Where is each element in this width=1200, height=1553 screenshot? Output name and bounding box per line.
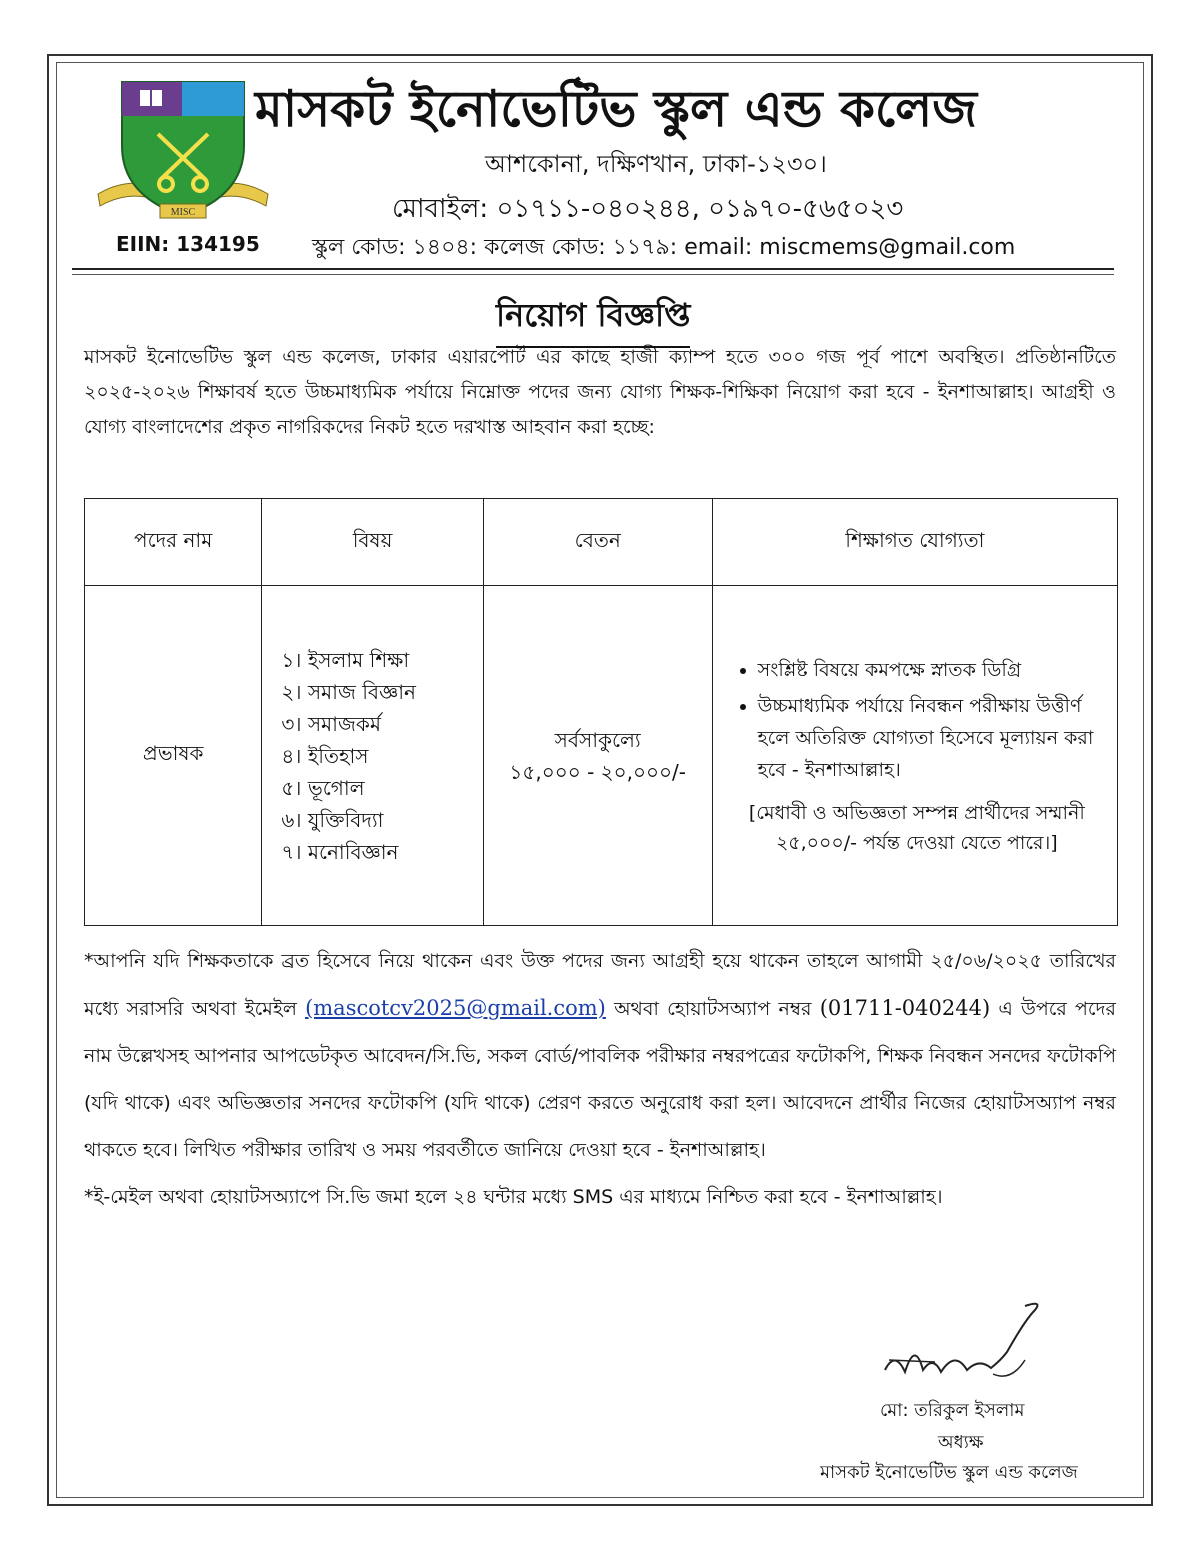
subject-cell: [262, 586, 483, 926]
eiin-number: EIIN: 134195: [116, 232, 260, 256]
signatory-title: অধ্যক্ষ: [938, 1432, 984, 1453]
notice-heading: নিয়োগ বিজ্ঞপ্তি: [496, 290, 690, 348]
list-item: • উচ্চমাধ্যমিক পর্যায়ে নিবন্ধন পরীক্ষায় উত্তীর্ণ হলে অতিরিক্ত যোগ্যতা হিসেবে মূল্যায়ন করা হবে - ইনশাআল্লাহ।: [758, 690, 1106, 786]
header-divider: [72, 268, 1114, 270]
vacancy-table: [84, 498, 1118, 926]
qualification-list: [714, 654, 1116, 786]
application-email-link[interactable]: (mascotcv2025@gmail.com): [305, 996, 606, 1020]
post-name: প্রভাষক: [85, 586, 262, 926]
list-item: ৬। যুক্তিবিদ্যা: [281, 807, 384, 832]
signatory-name: মো: তরিকুল ইসলাম: [880, 1400, 1025, 1421]
header-post-name: পদের নাম: [85, 499, 262, 586]
list-item: ৭। মনোবিজ্ঞান: [281, 839, 399, 864]
list-item: ২। সমাজ বিজ্ঞান: [281, 679, 416, 704]
school-name: মাসকট ইনোভেটিভ স্কুল এন্ড কলেজ: [255, 79, 978, 138]
list-item: • সংশ্লিষ্ট বিষয়ে কমপক্ষে স্নাতক ডিগ্রি: [758, 654, 1106, 686]
school-crest-logo: [88, 76, 278, 226]
salary-cell: [483, 586, 712, 926]
list-item: ৩। সমাজকর্ম: [281, 711, 381, 736]
list-item: ৫। ভূগোল: [281, 775, 365, 800]
sms-note: *ই-মেইল অথবা হোয়াটসঅ্যাপে সি.ভি জমা হলে ২৪ ঘন্টার মধ্যে SMS এর মাধ্যমে নিশ্চিত করা হবে - ইনশাআল্লাহ।: [84, 1186, 943, 1208]
salary-label: সর্বসাকুল্যে: [554, 727, 641, 752]
school-mobile: মোবাইল: ০১৭১১-০৪০২৪৪, ০১৯৭০-৫৬৫০২৩: [392, 194, 904, 224]
table-header-row: [85, 499, 1118, 586]
qualification-cell: [712, 586, 1117, 926]
header-salary: বেতন: [483, 499, 712, 586]
header-divider-thin: [72, 274, 1114, 275]
whatsapp-number: (01711-040244): [819, 996, 991, 1020]
school-codes-email: স্কুল কোড: ১৪০৪: কলেজ কোড: ১১৭৯: email: miscmems@gmail.com: [312, 235, 1016, 260]
list-item: ৪। ইতিহাস: [281, 743, 369, 768]
table-row: [85, 586, 1118, 926]
header-subject: বিষয়: [262, 499, 483, 586]
list-item: ১। ইসলাম শিক্ষা: [281, 647, 410, 672]
salary-range: ১৫,০০০ - ২০,০০০/-: [509, 759, 686, 784]
subject-list: [263, 644, 481, 868]
application-instructions: [84, 938, 1116, 1221]
instructions-paragraph: [84, 938, 1116, 1174]
instructions-part2: অথবা হোয়াটসঅ্যাপ নম্বর: [614, 998, 812, 1020]
instructions-part3: এ উপরে পদের নাম উল্লেখসহ আপনার আপডেটকৃত আবেদন/সি.ভি, সকল বোর্ড/পাবলিক পরীক্ষার নম্বরপত্রের ফটোকপি, শিক্ষক নিবন্ধন সনদের ফটোকপি (যদি থাকে) এবং অভিজ্ঞতার সনদের ফটোকপি (যদি থাকে) প্রেরণ করতে অনুরোধ করা হল। আবেদনে প্রার্থীর নিজের হোয়াটসঅ্যাপ নম্বর থাকতে হবে। লিখিত পরীক্ষার তারিখ ও সময় পরবর্তীতে জানিয়ে দেওয়া হবে - ইনশাআল্লাহ।: [84, 998, 1116, 1161]
intro-text: মাসকট ইনোভেটিভ স্কুল এন্ড কলেজ, ঢাকার এয়ারপোর্ট এর কাছে হাজী ক্যাম্প হতে ৩০০ গজ পূর্ব পাশে অবস্থিত। প্রতিষ্ঠানটিতে ২০২৫-২০২৬ শিক্ষাবর্ষ হতে উচ্চমাধ্যমিক পর্যায়ে নিম্নোক্ত পদের জন্য যোগ্য শিক্ষক-শিক্ষিকা নিয়োগ করা হবে - ইনশাআল্লাহ। আগ্রহী ও যোগ্য বাংলাদেশের প্রকৃত নাগরিকদের নিকট হতে দরখাস্ত আহবান করা হচ্ছে:: [84, 346, 1116, 438]
school-address: আশকোনা, দক্ষিণখান, ঢাকা-১২৩০।: [485, 150, 827, 178]
notice-intro: [84, 340, 1116, 445]
instructions-part1: *আপনি যদি শিক্ষকতাকে ব্রত হিসেবে নিয়ে থাকেন এবং উক্ত পদের জন্য আগ্রহী হয়ে থাকেন তাহলে আগামী ২৫/০৬/২০২৫ তারিখের মধ্যে সরাসরি অথবা ইমেইল: [84, 950, 1116, 1020]
crest-lettering: MISC: [170, 207, 196, 218]
honorarium-note: [মেধাবী ও অভিজ্ঞতা সম্পন্ন প্রার্থীদের সম্মানী ২৫,০০০/- পর্যন্ত দেওয়া যেতে পারে।]: [748, 801, 1085, 854]
signature-mark: [875, 1300, 1045, 1390]
header-qualification: শিক্ষাগত যোগ্যতা: [712, 499, 1117, 586]
signatory-organization: মাসকট ইনোভেটিভ স্কুল এন্ড কলেজ: [820, 1462, 1078, 1483]
